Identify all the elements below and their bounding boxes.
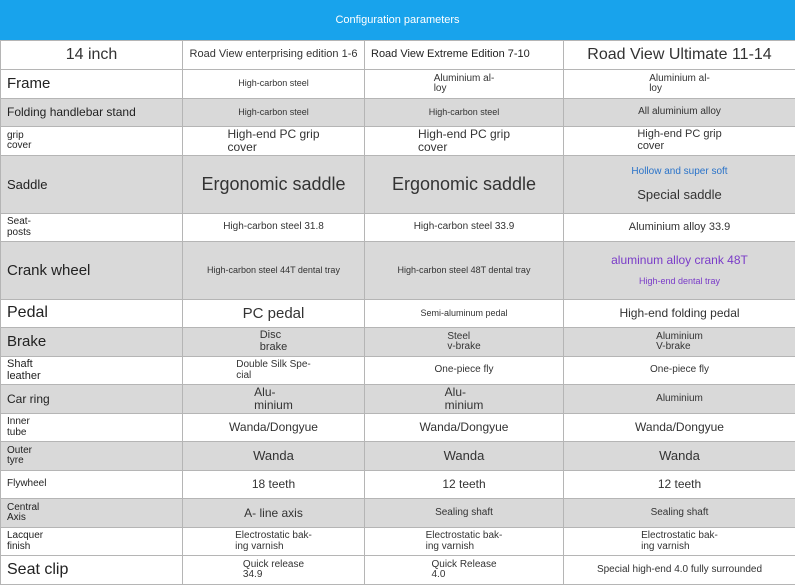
row-label: Crank wheel	[1, 242, 183, 300]
cell-text: Aluminium V-brake	[656, 330, 703, 352]
cell-text-top: aluminum alloy crank 48T	[611, 253, 748, 268]
table-row	[1, 70, 795, 99]
table-cell: All aluminium alloy	[564, 99, 795, 127]
column-header-enterprising: Road View enterprising edition 1-6	[183, 41, 365, 70]
row-label: Saddle	[1, 156, 183, 214]
table-row	[1, 99, 795, 127]
table-row	[1, 499, 795, 528]
row-label: Brake	[1, 328, 183, 357]
cell-text: Electrostatic bak- ing varnish	[641, 530, 718, 552]
spec-table	[0, 40, 795, 585]
table-cell: High-end folding pedal	[564, 300, 795, 328]
table-cell: High-carbon steel 31.8	[183, 214, 365, 242]
table-cell: High-carbon steel	[365, 99, 564, 127]
cell-text: Electrostatic bak- ing varnish	[425, 530, 503, 552]
cell-text-top: Hollow and super soft	[631, 166, 728, 178]
row-label: Shaft leather	[1, 357, 183, 385]
table-cell: Special high-end 4.0 fully surrounded	[564, 556, 795, 585]
table-row	[1, 442, 795, 471]
cell-text: High-end PC grip cover	[417, 127, 511, 154]
cell-text-bottom: Special saddle	[637, 186, 722, 202]
table-cell: Wanda/Dongyue	[183, 414, 365, 442]
size-label: 14 inch	[1, 41, 183, 70]
cell-text: Aluminium al- loy	[649, 72, 710, 94]
table-cell: Wanda/Dongyue	[564, 414, 795, 442]
table-cell: Semi-aluminum pedal	[365, 300, 564, 328]
table-cell: High-carbon steel 48T dental tray	[365, 242, 564, 300]
table-cell: One-piece fly	[365, 357, 564, 385]
cell-text: Alu- minium	[254, 385, 293, 412]
table-cell	[564, 70, 795, 99]
table-cell	[564, 242, 795, 300]
cell-text: Disc brake	[259, 329, 288, 353]
table-cell: Wanda	[183, 442, 365, 471]
row-label: Inner tube	[1, 414, 183, 442]
table-cell	[564, 528, 795, 556]
table-cell	[564, 127, 795, 156]
row-label: Seat- posts	[1, 214, 183, 242]
cell-text: Aluminium al- loy	[433, 72, 495, 94]
table-cell: High-carbon steel	[183, 99, 365, 127]
table-cell	[183, 556, 365, 585]
row-label: Seat clip	[1, 556, 183, 585]
column-header-ultimate: Road View Ultimate 11-14	[564, 41, 795, 70]
table-row	[1, 556, 795, 585]
table-cell: 12 teeth	[564, 471, 795, 499]
table-cell: 12 teeth	[365, 471, 564, 499]
cell-text: High-end PC grip cover	[227, 127, 320, 154]
table-cell: High-carbon steel 33.9	[365, 214, 564, 242]
table-cell: Aluminium alloy 33.9	[564, 214, 795, 242]
table-row	[1, 528, 795, 556]
table-row	[1, 127, 795, 156]
table-cell	[365, 328, 564, 357]
cell-text: Electrostatic bak- ing varnish	[235, 530, 312, 552]
cell-text: High-end PC grip cover	[637, 128, 722, 152]
row-label: Lacquer finish	[1, 528, 183, 556]
table-cell: A- line axis	[183, 499, 365, 528]
table-cell: Wanda	[564, 442, 795, 471]
table-row	[1, 300, 795, 328]
table-cell	[365, 528, 564, 556]
table-row	[1, 385, 795, 414]
column-header-extreme: Road View Extreme Edition 7-10	[365, 41, 564, 70]
table-row	[1, 471, 795, 499]
table-cell: PC pedal	[183, 300, 365, 328]
row-label: Frame	[1, 70, 183, 99]
cell-text: Double Silk Spe- cial	[236, 359, 311, 381]
table-row	[1, 414, 795, 442]
table-cell	[365, 127, 564, 156]
table-cell: High-carbon steel	[183, 70, 365, 99]
cell-text: Quick Release 4.0	[431, 558, 497, 580]
cell-text: Alu- minium	[444, 385, 484, 412]
table-cell	[183, 385, 365, 414]
table-cell	[365, 385, 564, 414]
cell-text: Steel v-brake	[447, 330, 481, 352]
table-cell: One-piece fly	[564, 357, 795, 385]
title-bar	[0, 0, 795, 40]
table-cell	[183, 328, 365, 357]
table-cell: 18 teeth	[183, 471, 365, 499]
row-label: Folding handlebar stand	[1, 99, 183, 127]
row-label: grip cover	[1, 127, 183, 156]
page-title: Configuration parameters	[335, 14, 460, 26]
row-label: Central Axis	[1, 499, 183, 528]
table-cell: Ergonomic saddle	[183, 156, 365, 214]
table-cell: Ergonomic saddle	[365, 156, 564, 214]
cell-text: Quick release 34.9	[242, 558, 305, 580]
table-cell: Aluminium	[564, 385, 795, 414]
row-label: Flywheel	[1, 471, 183, 499]
row-label: Car ring	[1, 385, 183, 414]
table-cell: Wanda/Dongyue	[365, 414, 564, 442]
header-row	[1, 41, 795, 70]
cell-text-bottom: High-end dental tray	[638, 276, 721, 287]
table-cell	[564, 328, 795, 357]
table-cell	[365, 70, 564, 99]
table-cell: Wanda	[365, 442, 564, 471]
table-cell: High-carbon steel 44T dental tray	[183, 242, 365, 300]
table-cell: Sealing shaft	[564, 499, 795, 528]
table-cell: Sealing shaft	[365, 499, 564, 528]
table-cell	[564, 156, 795, 214]
row-label: Pedal	[1, 300, 183, 328]
table-cell	[183, 357, 365, 385]
table-cell	[365, 556, 564, 585]
table-cell	[183, 127, 365, 156]
table-row	[1, 214, 795, 242]
row-label: Outer tyre	[1, 442, 183, 471]
table-row	[1, 156, 795, 214]
table-row	[1, 357, 795, 385]
table-cell	[183, 528, 365, 556]
table-row	[1, 328, 795, 357]
table-row	[1, 242, 795, 300]
